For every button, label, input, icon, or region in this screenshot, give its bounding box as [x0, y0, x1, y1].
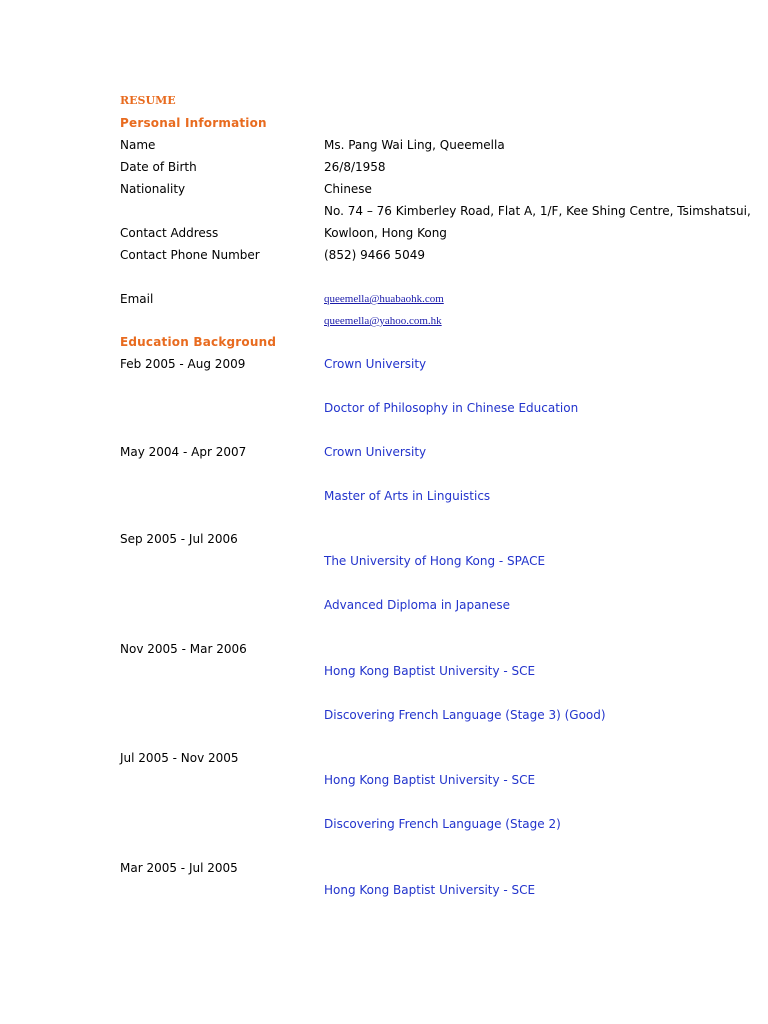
edu-dates: Mar 2005 - Jul 2005: [120, 861, 238, 875]
edu-dates: Sep 2005 - Jul 2006: [120, 532, 238, 546]
address-line-2: Kowloon, Hong Kong: [324, 226, 447, 240]
nationality-label: Nationality: [120, 182, 186, 196]
edu-program: Discovering French Language (Stage 2): [324, 817, 561, 831]
dob-value: 26/8/1958: [324, 160, 386, 174]
dob-label: Date of Birth: [120, 160, 197, 174]
edu-dates: Nov 2005 - Mar 2006: [120, 642, 247, 656]
edu-institution: Hong Kong Baptist University - SCE: [324, 883, 536, 897]
phone-value: (852) 9466 5049: [324, 248, 425, 262]
edu-institution: Hong Kong Baptist University - SCE: [324, 773, 536, 787]
education-heading: Education Background: [120, 335, 277, 349]
resume-title: RESUME: [120, 94, 176, 107]
address-label: Contact Address: [120, 226, 219, 240]
edu-program: Discovering French Language (Stage 3) (Good): [324, 708, 606, 722]
edu-institution: Crown University: [324, 357, 427, 371]
edu-institution: Crown University: [324, 445, 427, 459]
edu-program: Master of Arts in Linguistics: [324, 489, 491, 503]
edu-institution: The University of Hong Kong - SPACE: [324, 554, 546, 568]
edu-program: Advanced Diploma in Japanese: [324, 598, 511, 612]
edu-dates: Jul 2005 - Nov 2005: [120, 751, 239, 765]
email-label: Email: [120, 292, 154, 306]
edu-dates: Feb 2005 - Aug 2009: [120, 357, 246, 371]
personal-info-heading: Personal Information: [120, 116, 267, 130]
email-link-2[interactable]: queemella@yahoo.com.hk: [324, 315, 442, 327]
edu-dates: May 2004 - Apr 2007: [120, 445, 247, 459]
name-label: Name: [120, 138, 156, 152]
phone-label: Contact Phone Number: [120, 248, 260, 262]
address-line-1: No. 74 – 76 Kimberley Road, Flat A, 1/F, Kee Shing Centre, Tsimshatsui,: [324, 204, 751, 218]
nationality-value: Chinese: [324, 182, 372, 196]
email-link-1[interactable]: queemella@huabaohk.com: [324, 293, 444, 305]
edu-institution: Hong Kong Baptist University - SCE: [324, 664, 536, 678]
name-value: Ms. Pang Wai Ling, Queemella: [324, 138, 505, 152]
edu-program: Doctor of Philosophy in Chinese Education: [324, 401, 579, 415]
